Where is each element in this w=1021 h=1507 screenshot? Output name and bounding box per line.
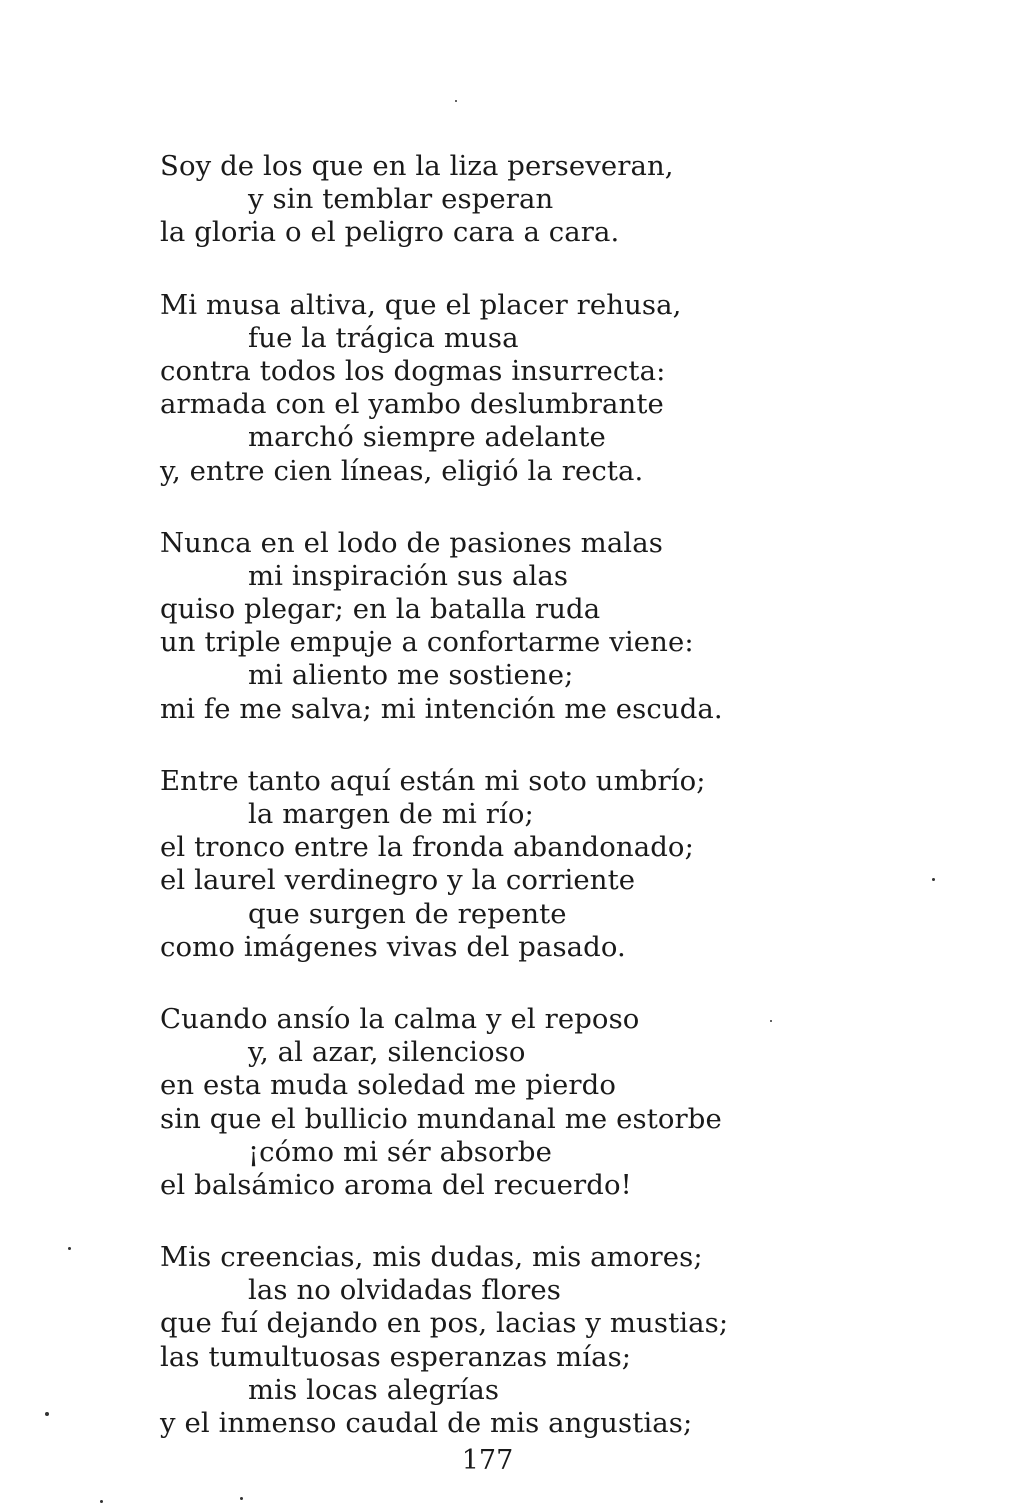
stanza [160, 1241, 780, 1440]
verse-line: la gloria o el peligro cara a cara. [160, 216, 620, 249]
verse-line: como imágenes vivas del pasado. [160, 930, 626, 963]
stanza-gap [160, 250, 780, 289]
verse-line: Soy de los que en la liza perseveran, [160, 150, 674, 182]
verse-line: sin que el bullicio mundanal me estorbe [160, 1102, 722, 1135]
verse-line: y el inmenso caudal de mis angustias; [160, 1407, 693, 1439]
stanza [160, 527, 780, 726]
verse-line: mis locas alegrías [248, 1373, 500, 1406]
verse-line: quiso plegar; en la batalla ruda [160, 593, 601, 626]
scan-speck [770, 1020, 772, 1022]
verse-line: fue la trágica musa [248, 321, 519, 354]
verse-line: ¡cómo mi sér absorbe [248, 1135, 552, 1168]
verse-line: marchó siempre adelante [248, 421, 606, 454]
verse-line: en esta muda soledad me pierdo [160, 1069, 616, 1102]
verse-line: y, al azar, silencioso [248, 1036, 526, 1069]
verse-line: el balsámico aroma del recuerdo! [160, 1168, 632, 1201]
stanza [160, 1003, 780, 1202]
verse-line: mi aliento me sostiene; [248, 659, 574, 692]
scan-speck [45, 1412, 49, 1416]
scan-speck [455, 100, 457, 102]
stanza [160, 289, 780, 488]
stanza [160, 150, 780, 250]
verse-line: la margen de mi río; [248, 798, 534, 830]
verse-line: Nunca en el lodo de pasiones malas [160, 526, 663, 559]
verse-line: que surgen de repente [248, 897, 567, 930]
verse-line: Mi musa altiva, que el placer rehusa, [160, 288, 682, 321]
poem-body [160, 150, 780, 1440]
stanza [160, 765, 780, 964]
scan-speck [100, 1500, 103, 1503]
verse-line: contra todos los dogmas insurrecta: [160, 354, 666, 387]
verse-line: armada con el yambo deslumbrante [160, 388, 664, 421]
stanza-gap [160, 726, 780, 765]
page-number: 177 [461, 1445, 514, 1476]
scan-speck [932, 878, 935, 881]
verse-line: que fuí dejando en pos, lacias y mustias; [160, 1307, 729, 1340]
scan-speck [240, 1497, 243, 1500]
verse-line: y, entre cien líneas, eligió la recta. [160, 454, 644, 487]
verse-line: las no olvidadas flores [248, 1274, 561, 1307]
verse-line: el tronco entre la fronda abandonado; [160, 831, 694, 864]
verse-line: y sin temblar esperan [248, 183, 554, 216]
verse-line: un triple empuje a confortarme viene: [160, 626, 694, 659]
verse-line: las tumultuosas esperanzas mías; [160, 1340, 632, 1373]
stanza-gap [160, 964, 780, 1003]
stanza-gap [160, 1202, 780, 1241]
verse-line: el laurel verdinegro y la corriente [160, 864, 636, 897]
scan-speck [68, 1247, 71, 1250]
verse-line: mi inspiración sus alas [248, 559, 569, 592]
verse-line: mi fe me salva; mi intención me escuda. [160, 692, 723, 725]
verse-line: Entre tanto aquí están mi soto umbrío; [160, 764, 706, 797]
verse-line: Cuando ansío la calma y el reposo [160, 1002, 640, 1035]
verse-line: Mis creencias, mis dudas, mis amores; [160, 1241, 703, 1274]
stanza-gap [160, 488, 780, 527]
